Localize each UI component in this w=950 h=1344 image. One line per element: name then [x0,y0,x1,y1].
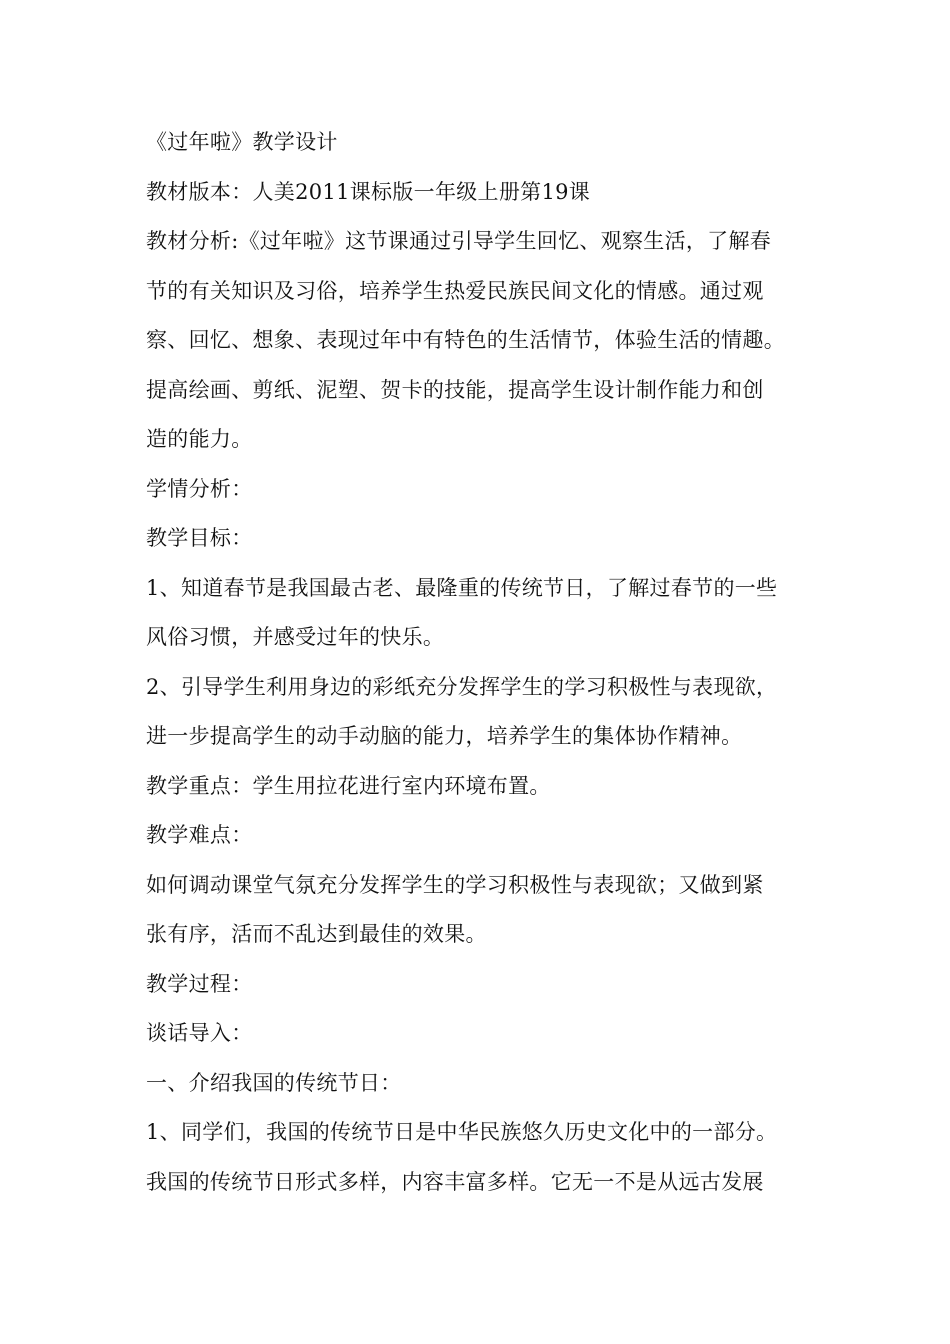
paragraph-line: 教材分析:《过年啦》这节课通过引导学生回忆、观察生活，了解春 [146,229,772,253]
paragraph-line: 如何调动课堂气氛充分发挥学生的学习积极性与表现欲；又做到紧 [146,872,764,897]
section-heading: 教学目标： [146,526,253,550]
paragraph-line: 我国的传统节日形式多样，内容丰富多样。它无一不是从远古发展 [146,1169,764,1194]
paragraph-line: 风俗习惯，并感受过年的快乐。 [146,625,445,649]
textbook-version-line: 教材版本：人美2011课标版一年级上册第19课 [146,179,591,204]
document-title: 《过年啦》教学设计 [146,130,338,154]
section-heading: 学情分析： [146,476,253,501]
paragraph-line: 张有序，活而不乱达到最佳的效果。 [146,922,487,946]
paragraph-line: 1、同学们，我国的传统节日是中华民族悠久历史文化中的一部分。 [146,1120,778,1144]
paragraph-line: 提高绘画、剪纸、泥塑、贺卡的技能，提高学生设计制作能力和创 [146,377,764,402]
section-heading: 一、介绍我国的传统节日： [146,1070,402,1095]
paragraph-line: 2、引导学生利用身边的彩纸充分发挥学生的学习积极性与表现欲， [146,674,778,699]
section-heading: 教学难点： [146,823,253,847]
section-heading: 谈话导入： [146,1021,253,1045]
paragraph-line: 1、知道春节是我国最古老、最隆重的传统节日，了解过春节的一些 [146,575,778,600]
paragraph-line: 节的有关知识及习俗，培养学生热爱民族民间文化的情感。通过观 [146,278,764,303]
section-heading: 教学过程： [146,971,253,996]
section-heading: 教学重点：学生用拉花进行室内环境布置。 [146,773,551,798]
document-body [146,118,826,1207]
paragraph-line: 进一步提高学生的动手动脑的能力，培养学生的集体协作精神。 [146,724,743,748]
paragraph-line: 造的能力。 [146,427,253,451]
paragraph-line: 察、回忆、想象、表现过年中有特色的生活情节，体验生活的情趣。 [146,328,785,352]
